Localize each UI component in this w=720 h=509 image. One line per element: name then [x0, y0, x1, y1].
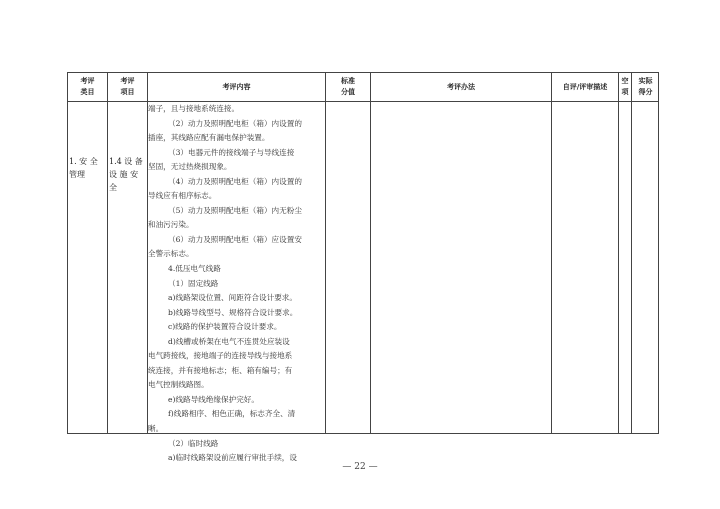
header-blank: 空 项	[621, 77, 629, 96]
content-line: 插座，其线路应配有漏电保护装置。	[148, 133, 270, 143]
content-line: 4.低压电气线路	[168, 264, 221, 274]
page-number: — 22 —	[342, 462, 378, 472]
column-divider	[370, 73, 371, 433]
content-line: 坚固，无过热烧损现象。	[148, 162, 232, 172]
content-line: 和油污污染。	[148, 220, 194, 230]
content-line: （4）动力及照明配电柜（箱）内设置的	[168, 176, 302, 186]
content-line: a)线路架设位置、间距符合设计要求。	[168, 293, 297, 303]
evaluation-table	[67, 72, 659, 463]
content-line: （5）动力及照明配电柜（箱）内无粉尘	[168, 205, 302, 215]
header-item: 考评 项目	[120, 77, 135, 96]
content-line: 端子，且与接地系统连接。	[148, 104, 240, 113]
header-self-eval: 自评/评审描述	[562, 82, 608, 91]
content-line: （1）固定线路	[168, 278, 219, 288]
content-line: c)线路的保护装置符合设计要求。	[168, 322, 282, 332]
content-line: 晰。	[148, 424, 164, 434]
column-divider	[107, 73, 108, 433]
content-line: 电气控制线路图。	[148, 380, 209, 390]
content-line: a)临时线路架设前应履行审批手续，设	[168, 453, 297, 463]
row-category: 1. 安 全 管理	[69, 157, 98, 179]
content-line: （6）动力及照明配电柜（箱）应设置安	[168, 234, 302, 244]
evaluation-content	[148, 102, 324, 466]
content-line: （2）动力及照明配电柜（箱）内设置的	[168, 118, 302, 128]
content-line: （2）临时线路	[168, 438, 219, 448]
row-item: 1.4 设 备 设 施 安 全	[109, 157, 143, 192]
content-line: （3）电器元件的接线端子与导线连接	[168, 147, 295, 157]
content-line: d)线槽或桥架在电气不连贯处应装设	[168, 336, 290, 346]
header-standard-score: 标准 分值	[341, 77, 355, 96]
content-line: 导线应有相序标志。	[148, 191, 217, 201]
column-divider	[618, 73, 619, 433]
content-line: e)线路导线绝缘保护完好。	[168, 394, 259, 404]
content-line: 全警示标志。	[148, 249, 194, 259]
content-line: b)线路导线型号、规格符合设计要求。	[168, 307, 298, 317]
column-divider	[631, 73, 632, 433]
content-line: f)线路相序、相色正确，标志齐全、清	[168, 409, 296, 419]
content-line: 电气跨接线，接地端子的连接导线与接地系	[148, 351, 293, 361]
column-divider	[551, 73, 552, 433]
header-content: 考评内容	[222, 82, 251, 91]
header-category: 考评 类目	[80, 77, 95, 96]
header-actual-score: 实际 得分	[638, 77, 653, 96]
content-line: 统连接，并有接地标志；柜、箱有编号；有	[148, 365, 293, 375]
column-divider	[325, 73, 326, 433]
header-method: 考评办法	[447, 82, 475, 91]
